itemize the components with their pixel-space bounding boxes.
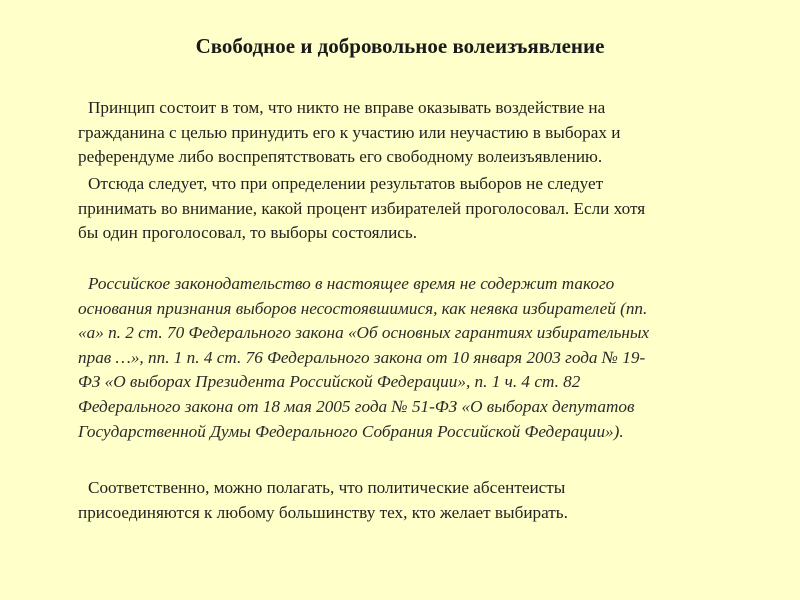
paragraph-line: бы один проголосовал, то выборы состоялись.	[78, 223, 418, 243]
paragraph-line: Государственной Думы Федерального Собрания Российской Федерации»).	[78, 421, 624, 441]
paragraph-legislation	[78, 272, 758, 444]
paragraph-conclusion	[78, 476, 758, 525]
paragraph-line: гражданина с целью принудить его к участию или неучастию в выборах и	[78, 122, 621, 142]
paragraph-line: основания признания выборов несостоявшимися, как неявка избирателей (пп.	[78, 298, 648, 318]
paragraph-line: прав …», пп. 1 п. 4 ст. 76 Федерального закона от 10 января 2003 года № 19-	[78, 347, 646, 367]
paragraph-line: ФЗ «О выборах Президента Российской Федерации», п. 1 ч. 4 ст. 82	[78, 372, 581, 392]
paragraph-line: присоединяются к любому большинству тех, кто желает выбирать.	[78, 502, 568, 522]
paragraph-line: принимать во внимание, какой процент избирателей проголосовал. Если хотя	[78, 198, 646, 218]
paragraph-line: Российское законодательство в настоящее время не содержит такого	[88, 274, 615, 293]
paragraph-consequence	[78, 172, 758, 246]
paragraph-line: Принцип состоит в том, что никто не вправе оказывать воздействие на	[88, 98, 606, 117]
paragraph-line: Отсюда следует, что при определении результатов выборов не следует	[88, 174, 604, 193]
paragraph-line: Федерального закона от 18 мая 2005 года № 51-ФЗ «О выборах депутатов	[78, 396, 635, 416]
paragraph-line: «а» п. 2 ст. 70 Федерального закона «Об основных гарантиях избирательных	[78, 323, 650, 343]
paragraph-principle	[78, 96, 758, 170]
slide-title: Свободное и добровольное волеизъявление	[195, 34, 605, 58]
paragraph-line: референдуме либо воспрепятствовать его свободному волеизъявлению.	[78, 147, 603, 167]
paragraph-line: Соответственно, можно полагать, что политические абсентеисты	[88, 478, 566, 497]
